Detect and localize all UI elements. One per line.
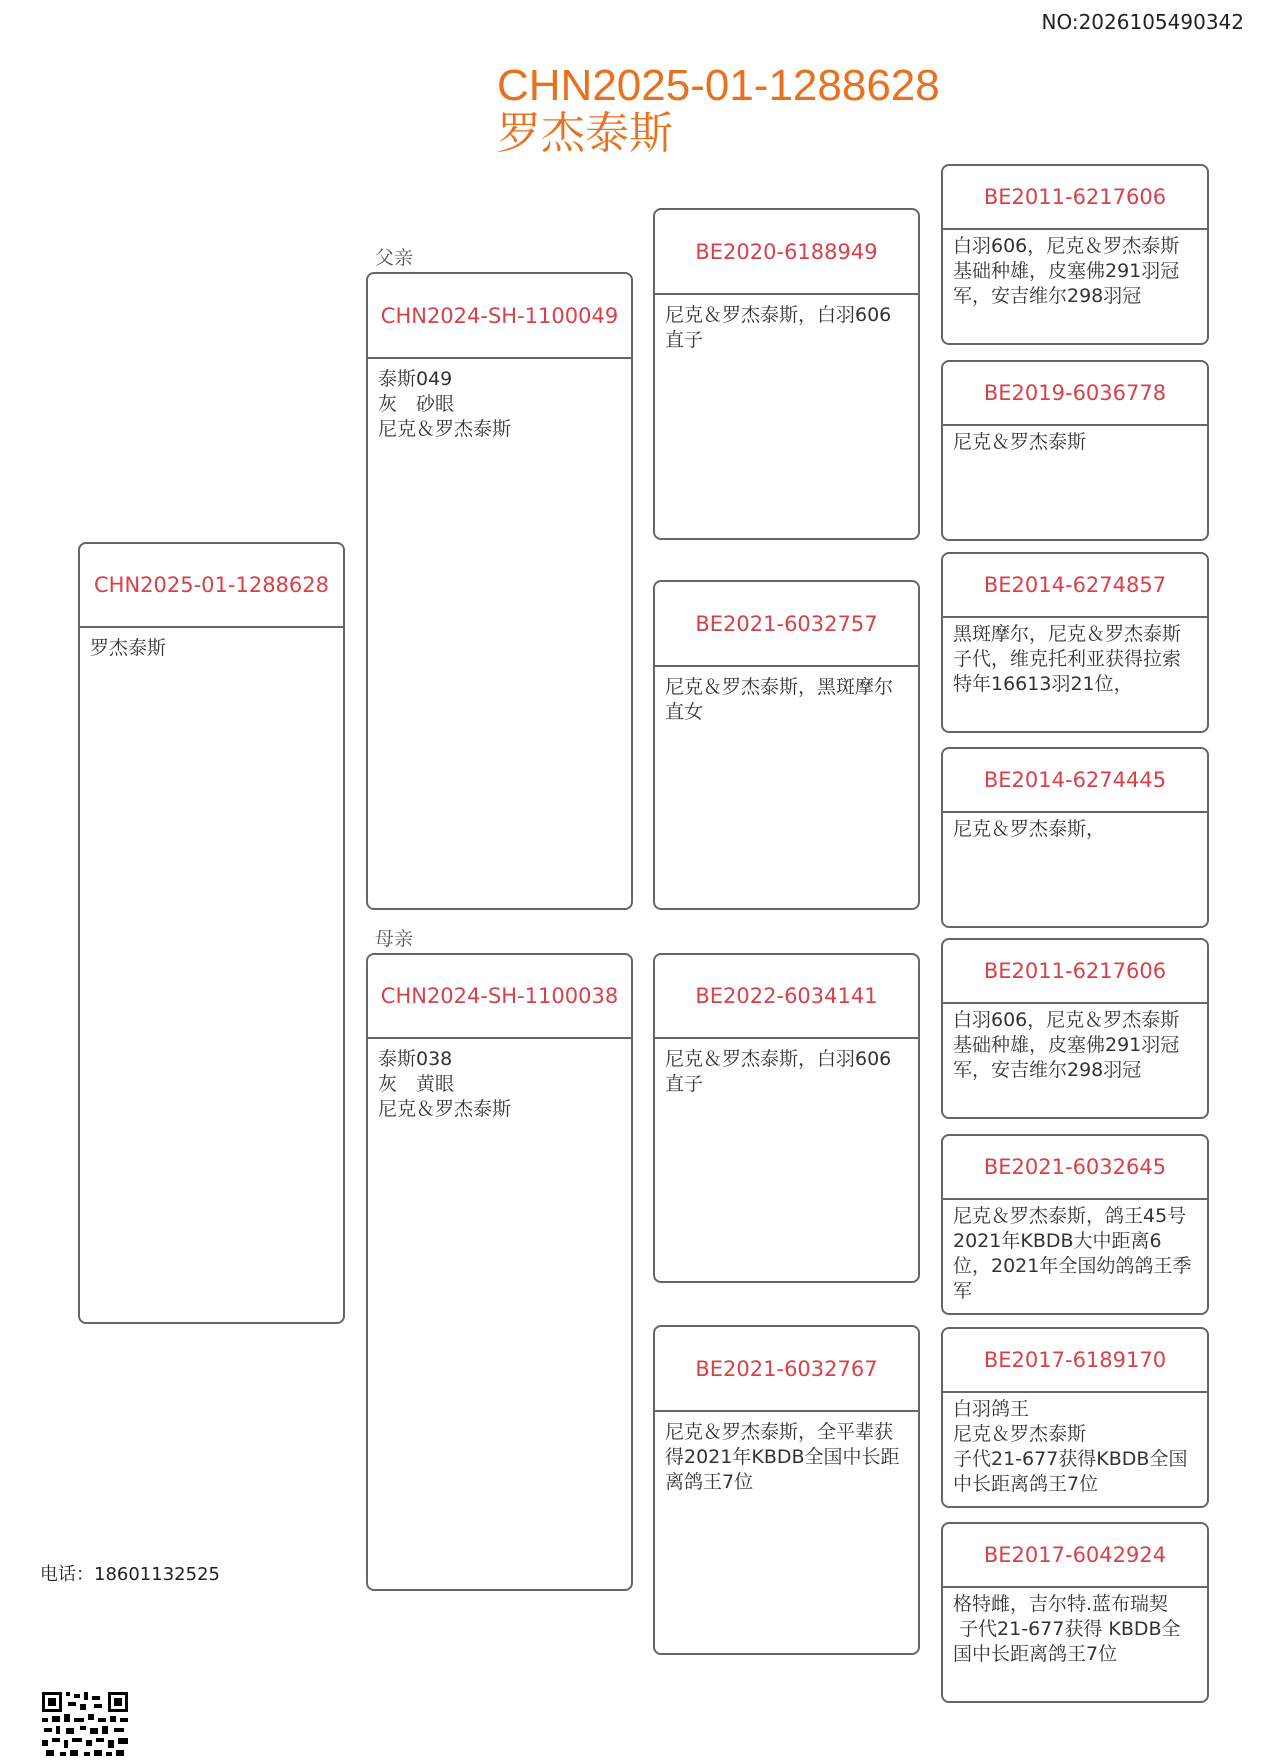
- grandparent-desc: 尼克＆罗杰泰斯，全平辈获得2021年KBDB全国中长距离鸽王7位: [665, 1421, 900, 1493]
- great-grandparent-desc: 格特雌，吉尔特.蓝布瑞契 子代21-677获得 KBDB全国中长距离鸽王7位: [953, 1593, 1181, 1665]
- great-grandparent-ring: BE2011-6217606: [943, 166, 1207, 230]
- grandparent-card: [653, 580, 920, 910]
- grandparent-desc: 尼克＆罗杰泰斯，白羽606直子: [665, 304, 892, 351]
- great-grandparent-desc: 尼克＆罗杰泰斯，鸽王45号 2021年KBDB大中距离6位，2021年全国幼鸽鸽王季军: [953, 1205, 1193, 1302]
- grandparent-desc: 尼克＆罗杰泰斯，白羽606直子: [665, 1048, 892, 1095]
- great-grandparent-card: [941, 552, 1209, 733]
- great-grandparent-card: [941, 360, 1209, 541]
- grandparent-ring: BE2021-6032767: [655, 1327, 918, 1412]
- great-grandparent-desc: 白羽鸽王 尼克＆罗杰泰斯 子代21-677获得KBDB全国中长距离鸽王7位: [953, 1398, 1188, 1495]
- great-grandparent-card: [941, 1327, 1209, 1508]
- title-name: 罗杰泰斯: [497, 109, 673, 158]
- great-grandparent-desc: 尼克＆罗杰泰斯，: [953, 818, 1106, 840]
- subject-desc: 罗杰泰斯: [90, 637, 167, 659]
- grandparent-desc: 尼克＆罗杰泰斯，黑斑摩尔直女: [665, 676, 894, 723]
- great-grandparent-desc: 黑斑摩尔，尼克＆罗杰泰斯 子代，维克托利亚获得拉索特年16613羽21位，: [953, 623, 1182, 695]
- great-grandparent-ring: BE2011-6217606: [943, 940, 1207, 1004]
- mother-label: 母亲: [375, 928, 414, 950]
- great-grandparent-card: [941, 938, 1209, 1119]
- father-ring: CHN2024-SH-1100049: [368, 274, 631, 359]
- great-grandparent-ring: BE2021-6032645: [943, 1136, 1207, 1200]
- grandparent-card: [653, 1325, 920, 1655]
- great-grandparent-card: [941, 1134, 1209, 1315]
- phone-number: 电话：18601132525: [40, 1564, 220, 1585]
- page-title: [497, 62, 940, 158]
- mother-desc: 泰斯038 灰 黄眼 尼克＆罗杰泰斯: [378, 1048, 512, 1120]
- mother-card: [366, 953, 633, 1591]
- great-grandparent-card: [941, 164, 1209, 345]
- great-grandparent-ring: BE2019-6036778: [943, 362, 1207, 426]
- mother-ring: CHN2024-SH-1100038: [368, 955, 631, 1039]
- document-number: NO:2026105490342: [1041, 10, 1244, 34]
- great-grandparent-desc: 白羽606，尼克＆罗杰泰斯 基础种雄，皮塞佛291羽冠军，安吉维尔298羽冠: [953, 1009, 1180, 1081]
- grandparent-ring: BE2020-6188949: [655, 210, 918, 295]
- grandparent-card: [653, 953, 920, 1283]
- father-label: 父亲: [375, 247, 414, 269]
- grandparent-ring: BE2021-6032757: [655, 582, 918, 667]
- great-grandparent-ring: BE2014-6274445: [943, 749, 1207, 813]
- great-grandparent-card: [941, 747, 1209, 928]
- title-ring-number: CHN2025-01-1288628: [497, 61, 940, 110]
- qr-code-icon: [40, 1690, 130, 1759]
- great-grandparent-desc: 尼克＆罗杰泰斯: [953, 431, 1087, 453]
- great-grandparent-ring: BE2017-6189170: [943, 1329, 1207, 1393]
- father-card: [366, 272, 633, 910]
- great-grandparent-card: [941, 1522, 1209, 1703]
- father-desc: 泰斯049 灰 砂眼 尼克＆罗杰泰斯: [378, 368, 512, 440]
- grandparent-card: [653, 208, 920, 540]
- subject-ring: CHN2025-01-1288628: [80, 544, 343, 628]
- subject-card: [78, 542, 345, 1324]
- great-grandparent-ring: BE2017-6042924: [943, 1524, 1207, 1588]
- great-grandparent-desc: 白羽606，尼克＆罗杰泰斯 基础种雄，皮塞佛291羽冠军，安吉维尔298羽冠: [953, 235, 1180, 307]
- grandparent-ring: BE2022-6034141: [655, 955, 918, 1039]
- great-grandparent-ring: BE2014-6274857: [943, 554, 1207, 618]
